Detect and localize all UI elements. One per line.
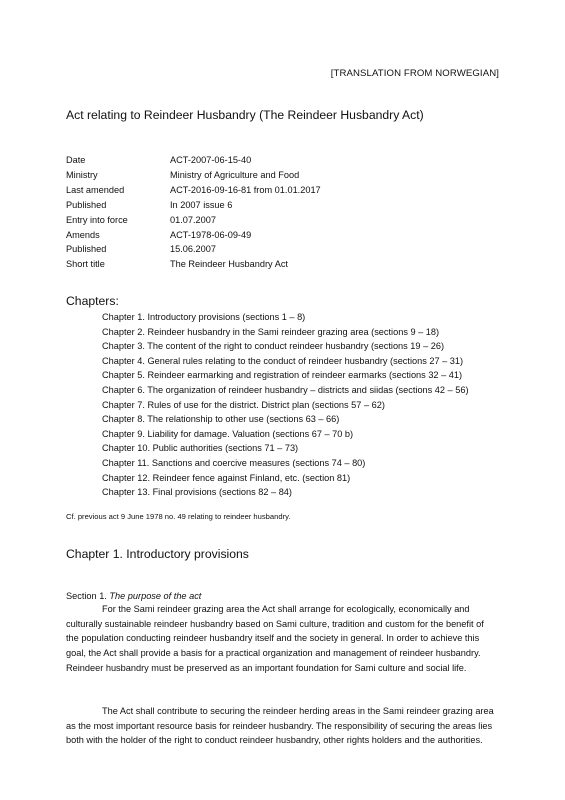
metadata-key: Entry into force	[66, 214, 128, 225]
translation-note: [TRANSLATION FROM NORWEGIAN]	[330, 68, 499, 79]
metadata-key: Published	[66, 199, 107, 210]
chapter-list-item: Chapter 6. The organization of reindeer husbandry – districts and siidas (sections 42 – 56)	[102, 384, 469, 395]
chapter-list-item: Chapter 2. Reindeer husbandry in the Sami reindeer grazing area (sections 9 – 18)	[102, 326, 440, 337]
chapter-list-item: Chapter 12. Reindeer fence against Finland, etc. (section 81)	[102, 472, 351, 483]
metadata-row	[66, 257, 321, 272]
document-title: Act relating to Reindeer Husbandry (The Reindeer Husbandry Act)	[66, 108, 424, 122]
metadata-value: 01.07.2007	[170, 214, 216, 225]
chapter-1-heading: Chapter 1. Introductory provisions	[66, 547, 249, 561]
section-1-paragraph: For the Sami reindeer grazing area the Act shall arrange for ecologically, economically and culturally sustainable reindeer husbandry based on Sami culture, tradition and custom for the benefit of the population conducting reindeer husbandry itself and the society in general. In order to achieve this goal, the Act shall provide a basis for a practical organization and management of reindeer husbandry. Reindeer husbandry must be preserved as an important foundation for Sami culture and social life.	[66, 604, 484, 673]
chapter-list-item: Chapter 4. General rules relating to the conduct of reindeer husbandry (sections 27 – 31)	[102, 355, 464, 366]
chapter-list-item: Chapter 7. Rules of use for the district. District plan (sections 57 – 62)	[102, 399, 385, 410]
chapter-list-item: Chapter 11. Sanctions and coercive measures (sections 74 – 80)	[102, 457, 366, 468]
chapter-list-item: Chapter 13. Final provisions (sections 82 – 84)	[102, 487, 292, 498]
metadata-value: Ministry of Agriculture and Food	[170, 169, 300, 180]
metadata-table	[66, 153, 321, 272]
section-1-title: The purpose of the act	[109, 591, 202, 601]
chapter-list-item: Chapter 9. Liability for damage. Valuation (sections 67 – 70 b)	[102, 428, 354, 439]
metadata-value: ACT-2016-09-16-81 from 01.01.2017	[170, 184, 321, 195]
metadata-value: ACT-2007-06-15-40	[170, 155, 252, 165]
chapter-list-item: Chapter 8. The relationship to other use (sections 63 – 66)	[102, 414, 340, 425]
chapter-list-item: Chapter 5. Reindeer earmarking and registration of reindeer earmarks (sections 32 – 41)	[102, 370, 463, 381]
chapter-list-item: Chapter 1. Introductory provisions (sections 1 – 8)	[102, 312, 306, 322]
metadata-key: Short title	[66, 259, 105, 270]
metadata-value: ACT-1978-06-09-49	[170, 229, 252, 240]
section-1-label: Section 1.	[66, 591, 110, 601]
chapter-list-item: Chapter 10. Public authorities (sections 71 – 73)	[102, 443, 299, 454]
metadata-value: 15.06.2007	[170, 244, 216, 255]
previous-act-note: Cf. previous act 9 June 1978 no. 49 relating to reindeer husbandry.	[66, 512, 291, 521]
metadata-key: Last amended	[66, 184, 125, 195]
metadata-row	[66, 183, 321, 198]
metadata-key: Published	[66, 244, 107, 255]
chapter-list-item: Chapter 3. The content of the right to conduct reindeer husbandry (sections 19 – 26)	[102, 341, 445, 352]
metadata-key: Date	[66, 155, 86, 165]
metadata-row	[66, 213, 321, 228]
metadata-value: The Reindeer Husbandry Act	[170, 259, 288, 270]
section-1-heading	[66, 591, 201, 601]
chapter-list	[102, 310, 469, 500]
metadata-value: In 2007 issue 6	[170, 199, 233, 210]
section-1-paragraph: The Act shall contribute to securing the reindeer herding areas in the Sami reindeer grazing area as the most important resource basis for reindeer husbandry. The responsibility of securing the areas lies both with the holder of the right to conduct reindeer husbandry, other rights holders and the authorities.	[66, 706, 494, 746]
metadata-key: Ministry	[66, 169, 98, 180]
metadata-row	[66, 228, 321, 243]
metadata-row	[66, 168, 321, 183]
metadata-row	[66, 242, 321, 257]
metadata-row	[66, 153, 321, 168]
metadata-row	[66, 198, 321, 213]
metadata-key: Amends	[66, 229, 100, 240]
chapters-heading: Chapters:	[66, 294, 119, 308]
